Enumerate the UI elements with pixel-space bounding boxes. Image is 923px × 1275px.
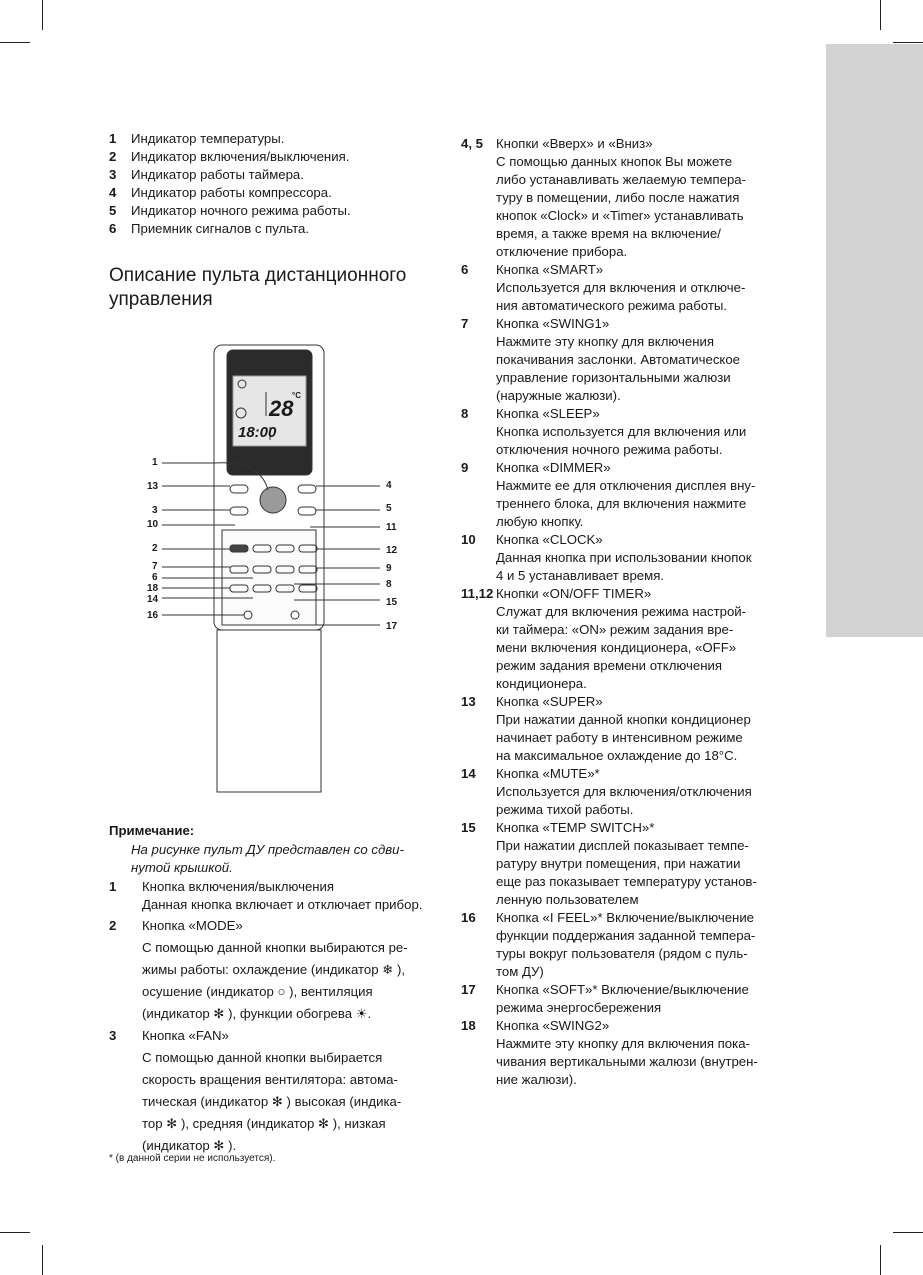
list-item: 5 Индикатор ночного режима работы. — [109, 203, 351, 218]
crop-mark — [893, 42, 923, 43]
list-item: 4, 5 Кнопки «Вверх» и «Вниз» С помощью данных кнопок Вы можете либо устанавливать желаемую темпера- туру в помещении, либо после нажатия кнопок «Clock» и «Timer» устанавливать время, а также время на включение/ отключение прибора. — [461, 136, 747, 259]
remote-label: 13 — [147, 481, 159, 492]
list-item: 2 Индикатор включения/выключения. — [109, 149, 350, 164]
crop-mark — [42, 1245, 43, 1275]
remote-display-time: 18:00 — [238, 424, 277, 441]
side-tab — [826, 44, 923, 637]
list-item: 14 Кнопка «MUTE»* Используется для включения/отключения режима тихой работы. — [461, 766, 752, 817]
remote-label: 14 — [147, 594, 159, 605]
footnote: * (в данной серии не используется). — [109, 1153, 276, 1164]
list-item: 2 Кнопка «MODE» С помощью данной кнопки выбираются ре- жимы работы: охлаждение (индикатор ❄ ), осушение (индикатор ○ ), вентиляция (индикатор ✻ ), функции обогрева ☀. — [109, 917, 408, 1021]
crop-mark — [880, 0, 881, 30]
list-item: 6 Приемник сигналов с пульта. — [109, 221, 310, 236]
crop-mark — [893, 1232, 923, 1233]
crop-mark — [880, 1245, 881, 1275]
section-title: Описание пульта дистанционного управления — [109, 265, 407, 310]
list-item: 16 Кнопка «I FEEL»* Включение/выключение функции поддержания заданной темпера- туры вокруг пользователя (рядом с пуль- том ДУ) — [461, 910, 756, 979]
remote-label: 2 — [152, 543, 158, 554]
indicator-list — [109, 130, 429, 238]
list-item: 18 Кнопка «SWING2» Нажмите эту кнопку для включения пока- чивания вертикальными жалюзи (внутрен- ние жалюзи). — [461, 1018, 758, 1087]
remote-display-temp-unit: °C — [292, 391, 301, 400]
list-item: 15 Кнопка «TEMP SWITCH»* При нажатии дисплей показывает темпе- ратуру внутри помещения, при нажатии еще раз показывает температуру установ- ленную пользователем — [461, 820, 757, 907]
remote-label: 15 — [386, 597, 398, 608]
list-item: 7 Кнопка «SWING1» Нажмите эту кнопку для включения покачивания заслонки. Автоматическое управление горизонтальными жалюзи (наружные жалюзи). — [461, 316, 741, 403]
crop-mark — [0, 42, 30, 43]
remote-label: 12 — [386, 545, 398, 556]
remote-label: 1 — [152, 457, 158, 468]
list-item: 17 Кнопка «SOFT»* Включение/выключение режима энергосбережения — [461, 982, 749, 1015]
list-item: 1 Индикатор температуры. — [109, 131, 285, 146]
remote-label: 3 — [152, 505, 158, 516]
remote-label: 10 — [147, 519, 159, 530]
remote-label: 9 — [386, 563, 392, 574]
note-text: На рисунке пульт ДУ представлен со сдви- нутой крышкой. — [131, 841, 404, 875]
list-item: 8 Кнопка «SLEEP» Кнопка используется для включения или отключения ночного режима работы. — [461, 406, 747, 457]
remote-label: 6 — [152, 572, 158, 583]
list-item: 1 Кнопка включения/выключения Данная кнопка включает и отключает прибор. — [109, 878, 423, 912]
remote-label: 18 — [147, 583, 159, 594]
remote-label: 17 — [386, 621, 398, 632]
list-item: 11,12 Кнопки «ON/OFF TIMER» Служат для включения режима настрой- ки таймера: «ON» режим задания вре- мени включения кондиционера, «OFF» режим задания времени отключения кондиционера. — [461, 586, 747, 691]
list-item: 6 Кнопка «SMART» Используется для включения и отключе- ния автоматического режима работы. — [461, 262, 746, 313]
list-item: 9 Кнопка «DIMMER» Нажмите ее для отключения дисплея вну- треннего блока, для включения нажмите любую кнопку. — [461, 460, 756, 529]
remote-label: 8 — [386, 579, 392, 590]
remote-label: 4 — [386, 480, 392, 491]
list-item: 10 Кнопка «CLOCK» Данная кнопка при использовании кнопок 4 и 5 устанавливает время. — [461, 532, 752, 583]
note-title: Примечание: — [109, 823, 195, 838]
remote-label: 16 — [147, 610, 159, 621]
right-column — [461, 135, 806, 1089]
crop-mark — [0, 1232, 30, 1233]
remote-label: 7 — [152, 561, 158, 572]
crop-mark — [42, 0, 43, 30]
remote-label: 11 — [386, 522, 397, 533]
list-item: 3 Индикатор работы таймера. — [109, 167, 304, 182]
list-item: 4 Индикатор работы компрессора. — [109, 185, 332, 200]
list-item: 13 Кнопка «SUPER» При нажатии данной кнопки кондиционер начинает работу в интенсивном режиме на максимальное охлаждение до 18°С. — [461, 694, 751, 763]
list-item: 3 Кнопка «FAN» С помощью данной кнопки выбирается скорость вращения вентилятора: автома- тическая (индикатор ✻ ) высокая (индика- тор ✻ ), средняя (индикатор ✻ ), низкая (индикатор ✻ ). — [109, 1027, 402, 1153]
remote-label: 5 — [386, 503, 392, 514]
note-section — [109, 822, 439, 1157]
remote-display-temp: 28 — [269, 396, 294, 421]
